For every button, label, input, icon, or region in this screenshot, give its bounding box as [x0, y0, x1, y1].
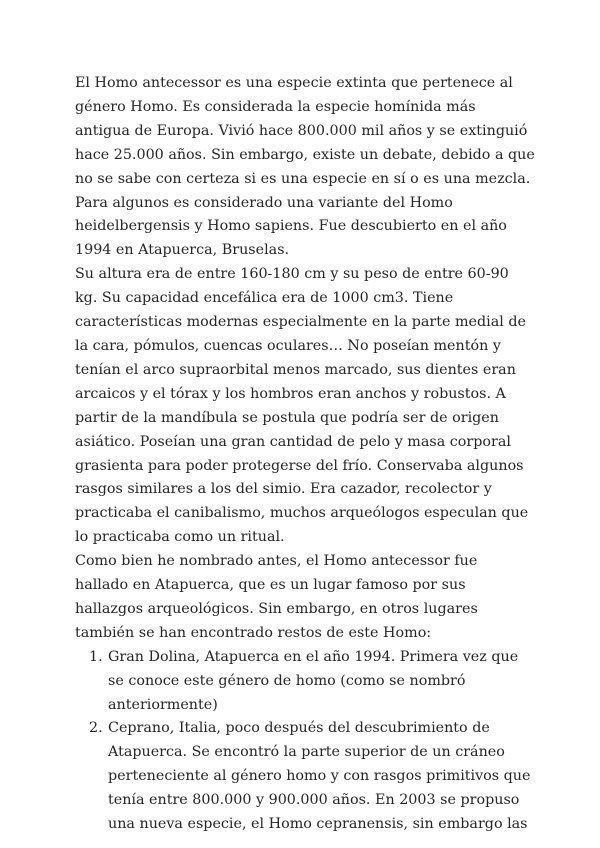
findings-list — [75, 646, 535, 837]
list-item-number: 1. — [89, 648, 103, 665]
list-item-number: 2. — [89, 720, 103, 737]
paragraph-intro: El Homo antecessor es una especie extinta que pertenece al género Homo. Es considerada la especie homínida más antigua de Europa. Vivió hace 800.000 mil años y se extinguió hace 25.000 años. Sin embargo, existe un debate, debido a que no se sabe con certeza si es una especie en sí o es una mezcla. Para algunos es considerado una variante del Homo heidelbergensis y Homo sapiens. Fue descubierto en el año 1994 en Atapuerca, Bruselas. — [75, 75, 535, 259]
document-body — [75, 72, 535, 837]
list-item — [75, 646, 535, 718]
list-item — [75, 717, 535, 837]
list-item-text: Gran Dolina, Atapuerca en el año 1994. Primera vez que se conoce este género de homo (como se nombró anteriormente) — [108, 648, 519, 713]
paragraph-findings: Como bien he nombrado antes, el Homo antecessor fue hallado en Atapuerca, que es un lugar famoso por sus hallazgos arqueológicos. Sin embargo, en otros lugares también se han encontrado restos de este Homo: — [75, 553, 478, 641]
paragraph-description: Su altura era de entre 160-180 cm y su peso de entre 60-90 kg. Su capacidad encefálica era de 1000 cm3. Tiene características modernas especialmente en la parte medial de la cara, pómulos, cuencas oculares… No poseían mentón y tenían el arco supraorbital menos marcado, sus dientes eran arcaicos y el tórax y los hombros eran anchos y robustos. A partir de la mandíbula se postula que podría ser de origen asiático. Poseían una gran cantidad de pelo y masa corporal grasienta para poder protegerse del frío. Conservaba algunos rasgos similares a los del simio. Era cazador, recolector y practicaba el canibalismo, muchos arqueólogos especulan que lo practicaba como un ritual. — [75, 266, 529, 546]
list-item-text: Ceprano, Italia, poco después del descubrimiento de Atapuerca. Se encontró la parte superior de un cráneo perteneciente al género homo y con rasgos primitivos que tenía entre 800.000 y 900.000 años. En 2003 se propuso una nueva especie, el Homo cepranensis, sin embargo las — [108, 720, 531, 833]
